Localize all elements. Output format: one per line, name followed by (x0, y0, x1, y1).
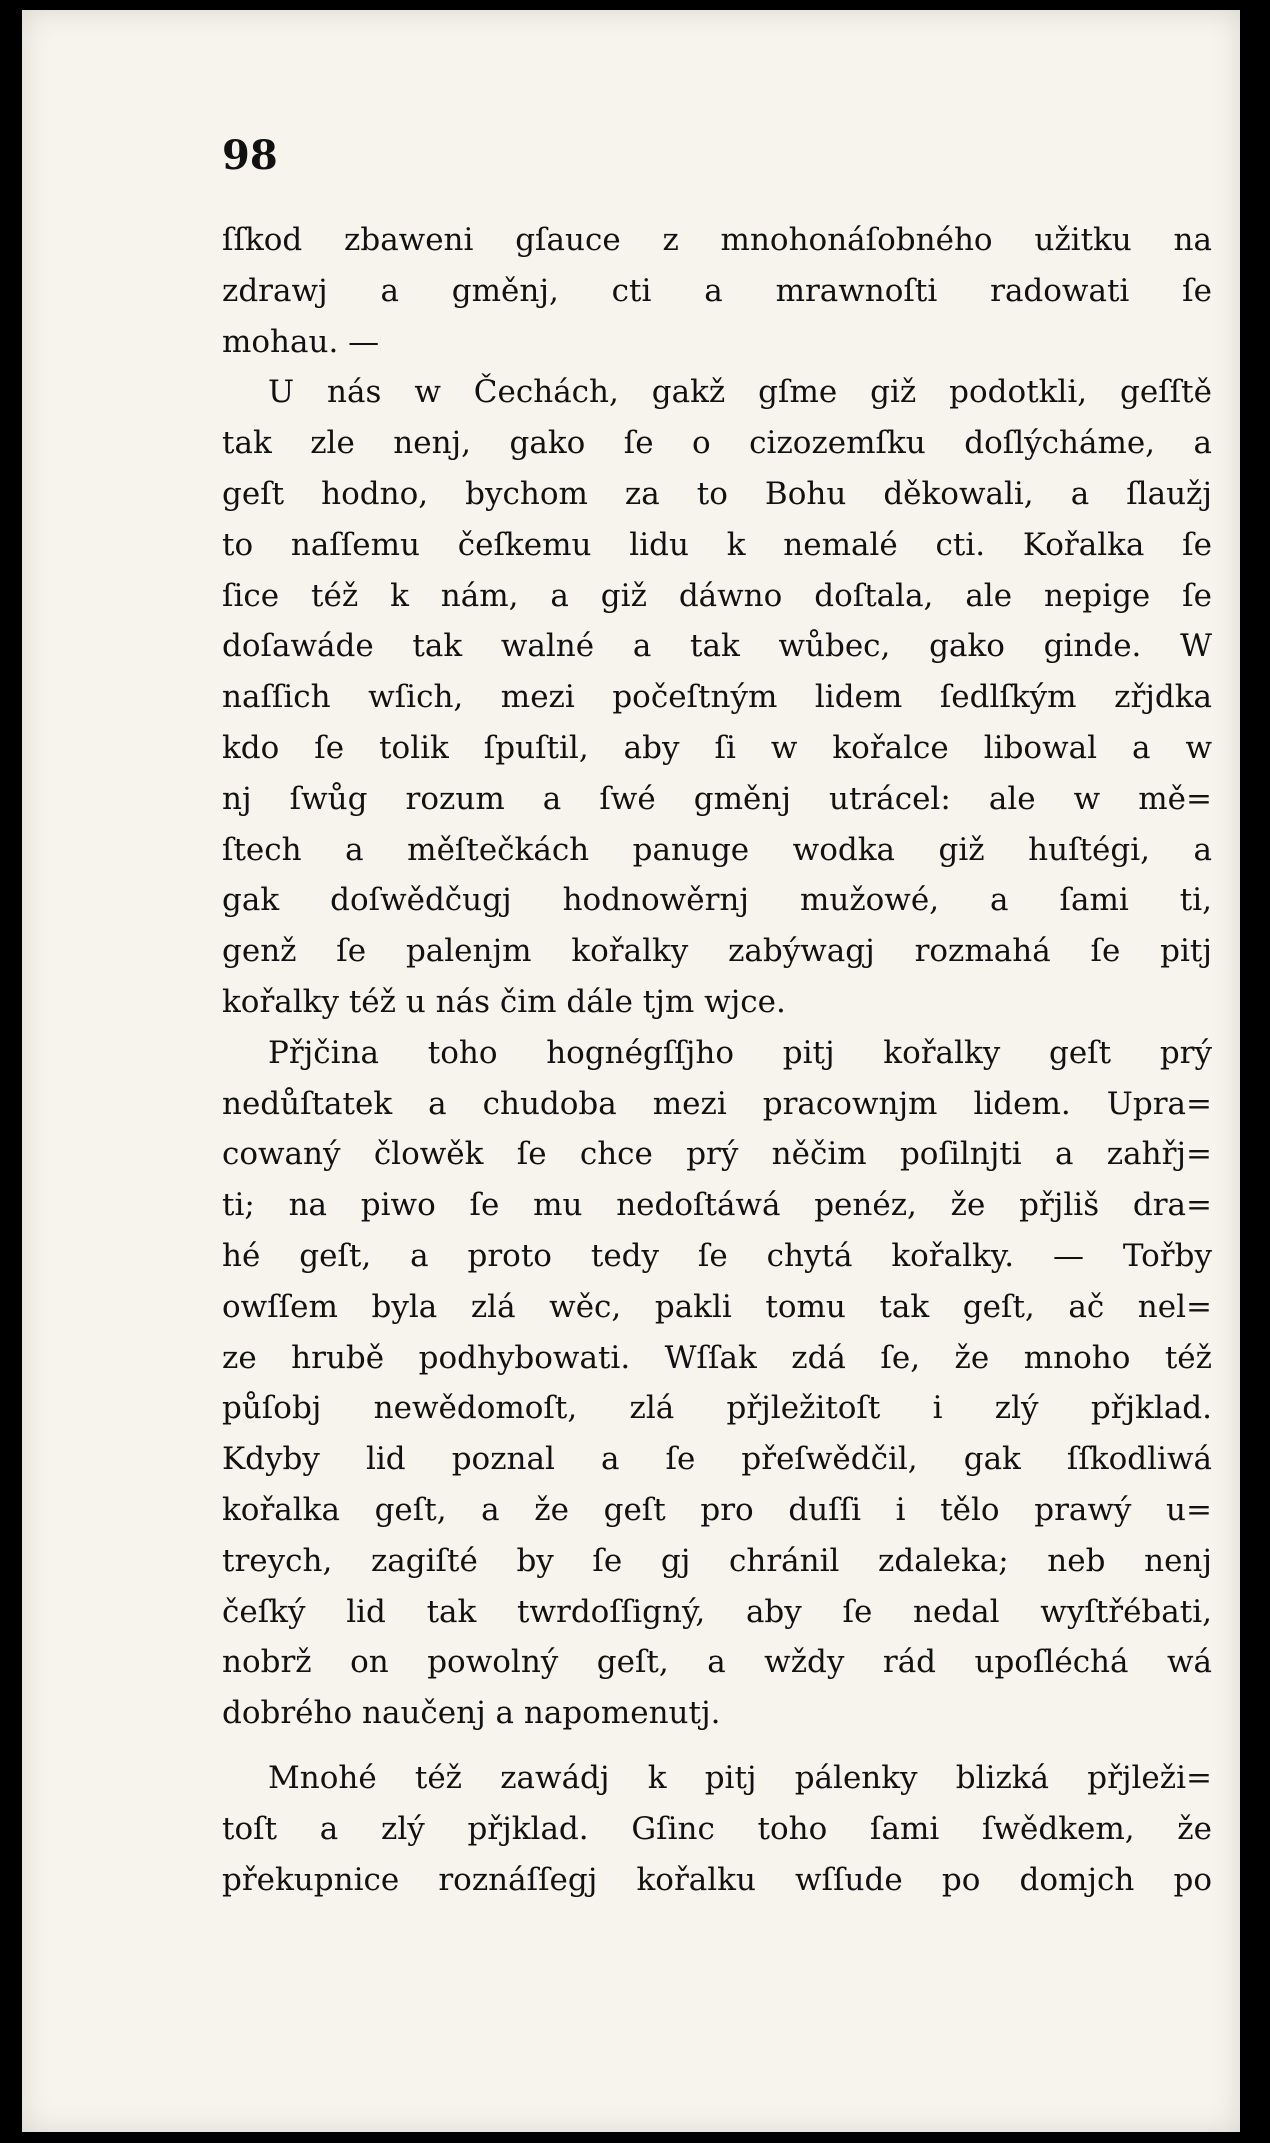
text-line: zdrawj a gměnj, cti a mrawnoſti radowati ſe (222, 272, 1212, 309)
paragraph-1 (222, 215, 1212, 367)
text-line: naſſich wſich, mezi počeſtným lidem ſedlſkým zřjdka (222, 679, 1212, 716)
text-line: čeſký lid tak twrdoſſigný, aby ſe nedal wyſtřébati, (222, 1593, 1212, 1630)
text-line: toſt a zlý přjklad. Gſinc toho ſami ſwědkem, že (222, 1810, 1212, 1847)
text-line: kořalka geſt, a že geſt pro duſſi i tělo prawý u= (222, 1491, 1212, 1528)
text-line: U nás w Čechách, gakž gſme giž podotkli, geſſtě (268, 374, 1212, 411)
text-line: nobrž on powolný geſt, a wždy rád upoſléchá wá (222, 1644, 1212, 1681)
text-line: geſt hodno, bychom za to Bohu děkowali, a ſlaužj (222, 475, 1212, 512)
text-line: ze hrubě podhybowati. Wſſak zdá ſe, že mnoho též (222, 1339, 1212, 1376)
text-line: genž ſe palenjm kořalky zabýwagj rozmahá ſe pitj (222, 933, 1212, 970)
text-line: doſawáde tak walné a tak wůbec, gako ginde. W (222, 628, 1212, 665)
text-line: ſtech a měſtečkách panuge wodka giž huſtégi, a (222, 831, 1212, 868)
page-number: 98 (222, 132, 278, 179)
book-page (22, 10, 1240, 2132)
text-line: kdo ſe tolik ſpuſtil, aby ſi w kořalce libowal a w (222, 729, 1212, 766)
paragraph-3 (222, 1028, 1212, 1739)
paragraph-2 (222, 367, 1212, 1027)
text-line: to naſſemu čeſkemu lidu k nemalé cti. Kořalka ſe (222, 526, 1212, 563)
text-line: mohau. — (222, 323, 380, 360)
text-line: gak doſwědčugj hodnowěrnj mužowé, a ſami ti, (222, 882, 1212, 919)
paragraph-gap (222, 1739, 1212, 1753)
text-line: ſice též k nám, a giž dáwno doſtala, ale nepige ſe (222, 577, 1212, 614)
text-line: Mnohé též zawádj k pitj pálenky blizká přjleži= (268, 1759, 1212, 1796)
text-line: překupnice roznáſſegj kořalku wſſude po domjch po (222, 1861, 1212, 1898)
paragraph-4 (222, 1753, 1212, 1905)
text-line: tak zle nenj, gako ſe o cizozemſku doſlýcháme, a (222, 425, 1212, 462)
text-line: Kdyby lid poznal a ſe přeſwědčil, gak ſſkodliwá (222, 1441, 1212, 1478)
text-line: dobrého naučenj a napomenutj. (222, 1695, 721, 1732)
text-line: nedůſtatek a chudoba mezi pracownjm lidem. Upra= (222, 1085, 1212, 1122)
text-line: hé geſt, a proto tedy ſe chytá kořalky. — Tořby (222, 1237, 1212, 1274)
text-line: nj ſwůg rozum a ſwé gměnj utrácel: ale w mě= (222, 780, 1212, 817)
text-line: ti; na piwo ſe mu nedoſtáwá penéz, že přjliš dra= (222, 1187, 1212, 1224)
text-line: cowaný člowěk ſe chce prý něčim poſilnjti a zahřj= (222, 1136, 1212, 1173)
text-line: půſobj newědomoſt, zlá přjležitoſt i zlý přjklad. (222, 1390, 1212, 1427)
page-text (222, 215, 1212, 1905)
text-line: Přjčina toho hognégſſjho pitj kořalky geſt prý (268, 1034, 1212, 1071)
text-line: owſſem byla zlá wěc, pakli tomu tak geſt, ač nel= (222, 1288, 1212, 1325)
text-line: kořalky též u nás čim dále tjm wjce. (222, 983, 786, 1020)
text-line: ſſkod zbaweni gſauce z mnohonáſobného užitku na (222, 222, 1212, 258)
text-line: treych, zagiſté by ſe gj chránil zdaleka; neb nenj (222, 1542, 1212, 1579)
